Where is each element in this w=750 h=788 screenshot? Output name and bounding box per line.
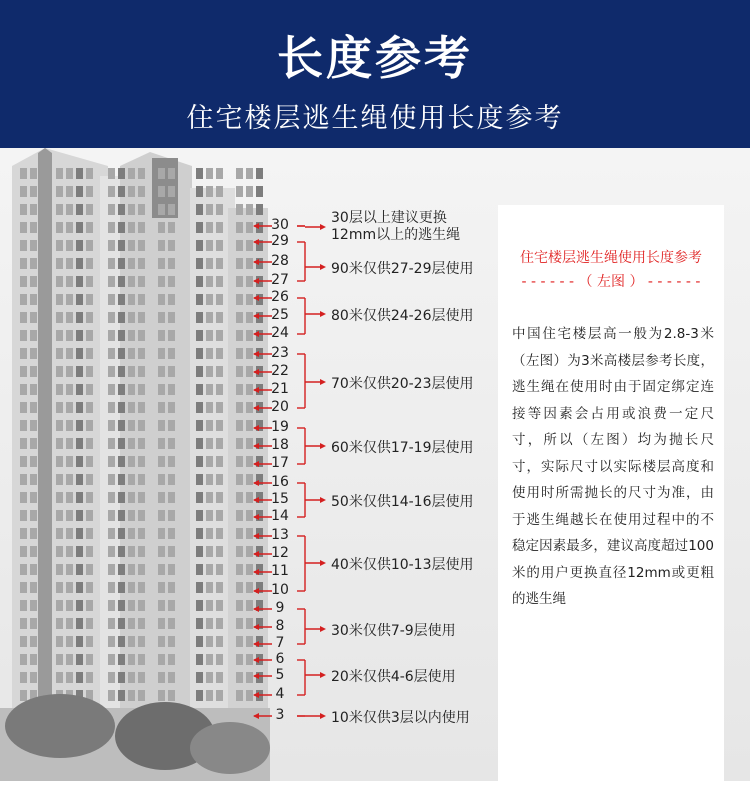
floor-label: 9 [275,600,285,616]
floor-label: 19 [271,419,289,435]
length-note: 20米仅供4-6层使用 [331,669,456,685]
length-note: 70米仅供20-23层使用 [331,376,474,392]
floor-label: 6 [275,651,285,667]
length-note: 30米仅供7-9层使用 [331,623,456,639]
floor-label: 13 [271,527,289,543]
floor-label: 27 [271,272,289,288]
length-note: 40米仅供10-13层使用 [331,557,474,573]
length-note: 60米仅供17-19层使用 [331,440,474,456]
floor-label: 15 [271,491,289,507]
length-note: 10米仅供3层以内使用 [331,710,470,726]
floor-label: 26 [271,289,289,305]
floor-label: 29 [271,233,289,249]
length-note: 30层以上建议更换 12mm以上的逃生绳 [331,210,461,243]
floor-label: 16 [271,474,289,490]
header-banner [0,0,750,148]
length-note: 50米仅供14-16层使用 [331,494,474,510]
floor-label: 14 [271,508,289,524]
floor-label: 12 [271,545,289,561]
floor-label: 22 [271,363,289,379]
floor-label: 30 [271,217,289,233]
floor-label: 10 [271,582,289,598]
panel-body: 中国住宅楼层高一般为2.8-3米（左图）为3米高楼层参考长度，逃生绳在使用时由于固定绑定连接等因素会占用或浪费一定尺寸，所以（左图）均为抛长尺寸，实际尺寸以实际楼层高度和使用时所需抛长的尺寸为准，由于逃生绳越长在使用过程中的不稳定因素最多，建议高度超过100米的用户更换直径12mm或更粗的逃生绳 [512,326,714,607]
info-panel-text [498,205,724,640]
floor-label: 25 [271,307,289,323]
floor-label: 28 [271,253,289,269]
page-subtitle: 住宅楼层逃生绳使用长度参考 [186,103,564,134]
length-note: 80米仅供24-26层使用 [331,308,474,324]
page-title: 长度参考 [277,31,473,85]
floor-label: 7 [275,635,285,651]
floor-label: 11 [271,563,289,579]
length-note: 90米仅供27-29层使用 [331,261,474,277]
floor-label: 18 [271,437,289,453]
floor-label: 17 [271,455,289,471]
floor-label: 4 [275,686,285,702]
panel-subtitle: - - - - - - （ 左图 ） - - - - - - [521,274,701,290]
floor-label: 5 [275,667,285,683]
panel-title: 住宅楼层逃生绳使用长度参考 [520,250,702,266]
floor-label: 20 [271,399,289,415]
floor-label: 21 [271,381,289,397]
floor-label: 23 [271,345,289,361]
floor-label: 24 [271,325,289,341]
floor-label: 8 [275,618,285,634]
floor-label: 3 [275,707,285,723]
